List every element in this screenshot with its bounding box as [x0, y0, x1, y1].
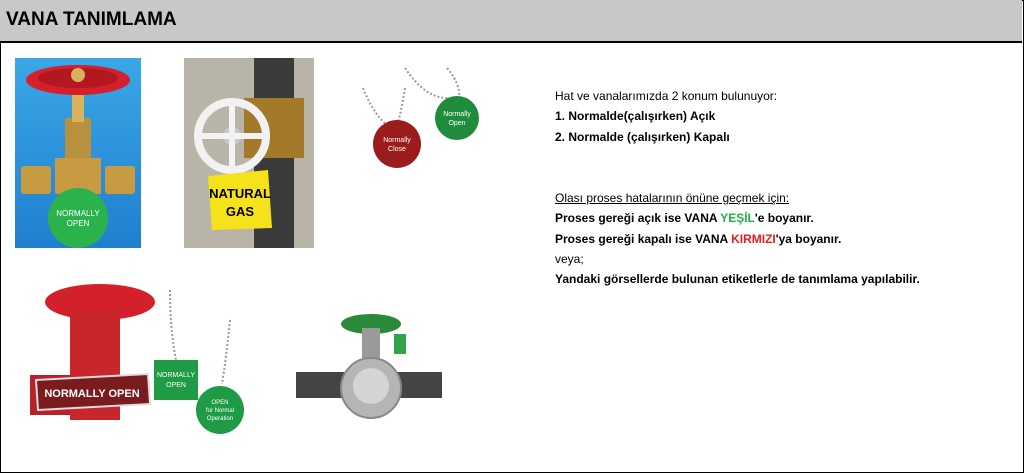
- item-open: 1. Normalde(çalışırken) Açık: [555, 109, 716, 123]
- red-rule: Proses gereği kapalı ise VANA KIRMIZI'ya boyanır.: [555, 232, 842, 246]
- normally-open-sign-image: [30, 280, 250, 440]
- svg-text:Normally: Normally: [443, 111, 471, 118]
- chain-tags-image: [355, 58, 485, 170]
- svg-text:for Normal: for Normal: [205, 408, 235, 414]
- green-word: YEŞİL: [720, 211, 755, 225]
- svg-text:Normally: Normally: [383, 137, 411, 144]
- svg-text:OPEN: OPEN: [66, 219, 90, 228]
- item-closed: 2. Normalde (çalışırken) Kapalı: [555, 130, 730, 144]
- page-title: VANA TANIMLAMA: [6, 9, 177, 30]
- label-note: Yandaki görsellerde bulunan etiketlerle de tanımlama yapılabilir.: [555, 272, 920, 286]
- valve-tag-label: NORMALLY: [56, 209, 100, 218]
- gas-valve-image: [184, 58, 314, 248]
- svg-text:NORMALLY: NORMALLY: [157, 372, 195, 379]
- svg-text:GAS: GAS: [225, 204, 255, 219]
- green-rule: Proses gereği açık ise VANA YEŞİL'e boyanır.: [555, 211, 814, 225]
- ball-valve-image: [296, 308, 442, 420]
- svg-text:NORMALLY OPEN: NORMALLY OPEN: [44, 388, 140, 400]
- intro-text: Hat ve vanalarımızda 2 konum bulunuyor:: [555, 89, 778, 103]
- svg-text:Open: Open: [448, 120, 466, 127]
- red-word: KIRMIZI: [731, 232, 776, 246]
- gate-valve-image: [15, 58, 141, 248]
- section-heading: Olası proses hatalarının önüne geçmek için:: [555, 191, 790, 205]
- svg-text:OPEN: OPEN: [166, 382, 186, 389]
- svg-text:NATURAL: NATURAL: [209, 186, 271, 201]
- or-text: veya;: [555, 252, 584, 266]
- svg-text:Operation: Operation: [206, 416, 234, 422]
- svg-text:Close: Close: [388, 146, 406, 153]
- svg-text:OPEN: OPEN: [211, 400, 229, 406]
- page-header: [0, 0, 1022, 43]
